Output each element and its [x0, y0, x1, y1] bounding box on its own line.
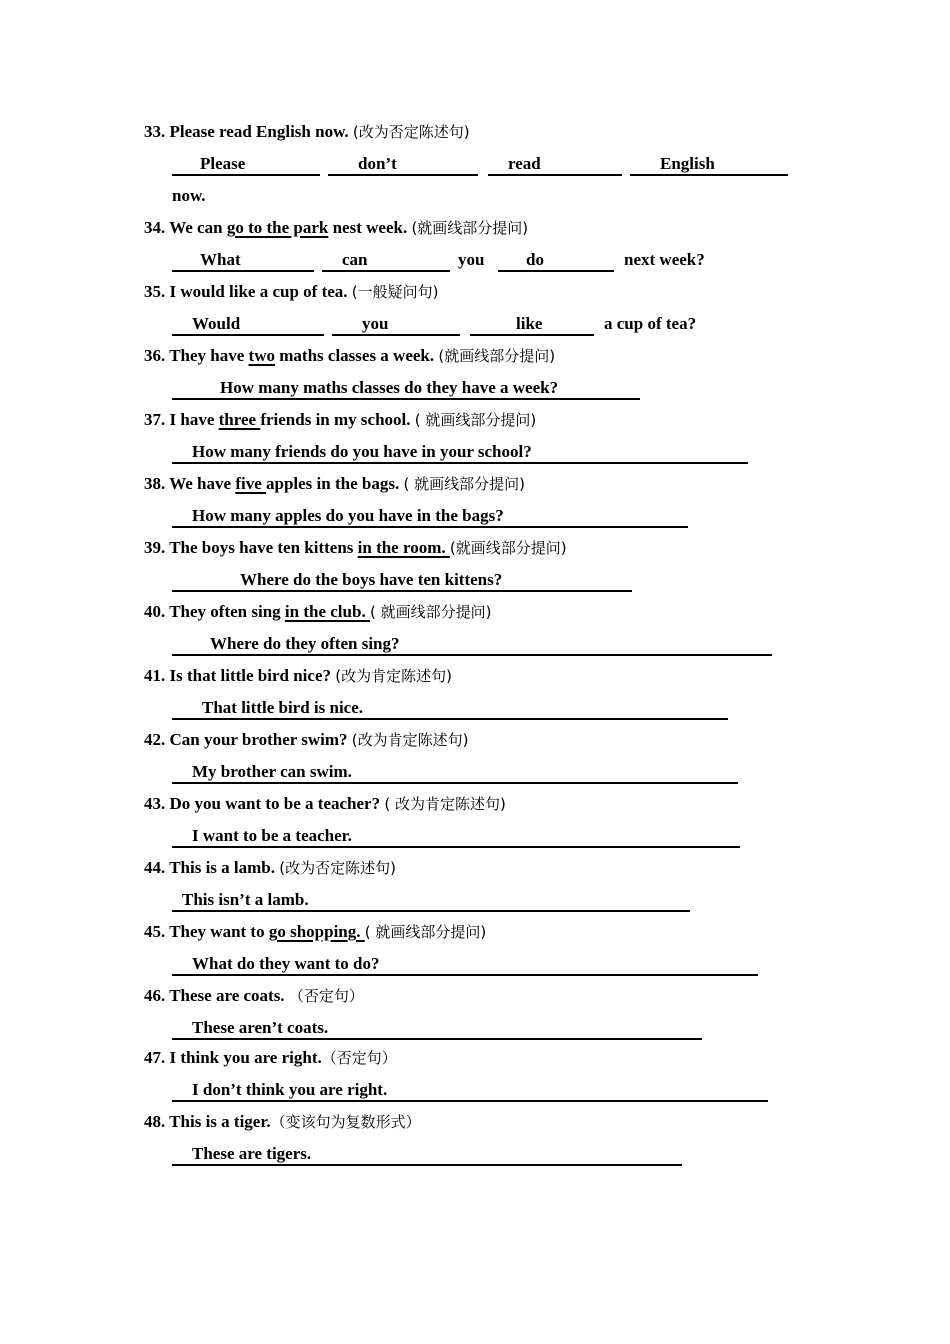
question-number: 46.	[144, 986, 170, 1005]
instruction-note: ( 就画线部分提问)	[364, 923, 487, 941]
answer-text: This isn’t a lamb.	[182, 890, 309, 909]
underlined-phrase: in the club.	[284, 602, 370, 621]
instruction-note: (改为肯定陈述句)	[351, 731, 469, 749]
underlined-phrase: five	[235, 474, 266, 493]
question-number: 39.	[144, 538, 170, 557]
question-33	[144, 122, 470, 142]
instruction-note: (改为否定陈述句)	[352, 123, 470, 141]
question-number: 44.	[144, 858, 170, 877]
question-text: I think you are right.	[169, 1048, 322, 1067]
instruction-note: (改为否定陈述句)	[279, 859, 396, 877]
question-number: 35.	[144, 282, 170, 301]
answer-line[interactable]	[172, 1144, 682, 1166]
answer-word: Please	[200, 154, 246, 173]
answer-word: like	[516, 314, 543, 333]
question-number: 33.	[144, 122, 170, 141]
question-number: 45.	[144, 922, 170, 941]
answer-blank[interactable]	[488, 154, 622, 176]
answer-blank[interactable]	[172, 314, 324, 336]
answer-text: How many friends do you have in your school?	[192, 442, 532, 461]
answer-blank[interactable]	[172, 250, 314, 272]
question-number: 42.	[144, 730, 170, 749]
answer-word: can	[342, 250, 368, 269]
answer-text: I don’t think you are right.	[192, 1080, 388, 1099]
instruction-note: ( 就画线部分提问)	[403, 475, 525, 493]
question-46	[144, 986, 364, 1006]
instruction-note: ( 改为肯定陈述句)	[384, 795, 506, 813]
question-41	[144, 666, 452, 686]
question-34	[144, 218, 528, 238]
instruction-note: (就画线部分提问)	[411, 219, 529, 237]
instruction-note: ( 就画线部分提问)	[414, 411, 537, 429]
answer-line[interactable]	[172, 698, 728, 720]
question-text: I would like a cup of tea.	[169, 282, 352, 301]
answer-text: These aren’t coats.	[192, 1018, 329, 1037]
question-number: 37.	[144, 410, 170, 429]
question-39	[144, 538, 567, 558]
answer-text: Where do the boys have ten kittens?	[240, 570, 503, 589]
answer-text: How many apples do you have in the bags?	[192, 506, 504, 525]
underlined-phrase: in the room.	[357, 538, 450, 557]
answer-word: read	[508, 154, 541, 173]
underlined-phrase: two	[248, 346, 275, 365]
question-text: maths classes a week.	[275, 346, 439, 365]
question-number: 40.	[144, 602, 170, 621]
instruction-note: (一般疑问句)	[351, 283, 439, 301]
sentence-fragment: you	[458, 250, 485, 269]
instruction-note: (改为肯定陈述句)	[335, 667, 452, 685]
answer-line[interactable]	[172, 890, 690, 912]
question-number: 48.	[144, 1112, 170, 1131]
underlined-phrase: go to the park	[226, 218, 329, 237]
answer-blank[interactable]	[332, 314, 460, 336]
answer-blank[interactable]	[498, 250, 614, 272]
answer-line[interactable]	[172, 1018, 702, 1040]
question-text: nest week.	[328, 218, 412, 237]
answer-line[interactable]	[172, 826, 740, 848]
question-number: 41.	[144, 666, 170, 685]
answer-word: you	[362, 314, 389, 333]
question-45	[144, 922, 486, 942]
question-text: friends in my school.	[260, 410, 415, 429]
instruction-note: （否定句）	[321, 1049, 397, 1067]
question-text: These are coats.	[169, 986, 289, 1005]
answer-text: Where do they often sing?	[210, 634, 400, 653]
question-text: The boys have ten kittens	[169, 538, 358, 557]
answer-word: English	[660, 154, 715, 173]
instruction-note: (就画线部分提问)	[449, 539, 567, 557]
question-38	[144, 474, 525, 494]
question-text: Can your brother swim?	[169, 730, 352, 749]
answer-text: How many maths classes do they have a week?	[220, 378, 559, 397]
question-text: This is a lamb.	[169, 858, 280, 877]
answer-blank[interactable]	[630, 154, 788, 176]
answer-word: What	[200, 250, 241, 269]
sentence-continuation: now.	[172, 186, 206, 205]
answer-blank[interactable]	[328, 154, 478, 176]
question-text: Is that little bird nice?	[169, 666, 336, 685]
instruction-note: （变该句为复数形式）	[270, 1113, 421, 1131]
question-47	[144, 1048, 397, 1068]
answer-line[interactable]	[172, 954, 758, 976]
question-text: Do you want to be a teacher?	[169, 794, 385, 813]
answer-blank[interactable]	[322, 250, 450, 272]
question-number: 47.	[144, 1048, 170, 1067]
answer-text: What do they want to do?	[192, 954, 380, 973]
instruction-note: (就画线部分提问)	[438, 347, 556, 365]
question-37	[144, 410, 536, 430]
question-number: 34.	[144, 218, 170, 237]
answer-text: My brother can swim.	[192, 762, 352, 781]
question-number: 38.	[144, 474, 170, 493]
answer-line[interactable]	[172, 634, 772, 656]
question-text: They have	[169, 346, 249, 365]
sentence-fragment: next week?	[624, 250, 705, 269]
answer-text: These are tigers.	[192, 1144, 312, 1163]
answer-word: do	[526, 250, 544, 269]
answer-line[interactable]	[172, 1080, 768, 1102]
answer-word: don’t	[358, 154, 397, 173]
answer-text: That little bird is nice.	[202, 698, 364, 717]
instruction-note: ( 就画线部分提问)	[369, 603, 492, 621]
question-text: This is a tiger.	[169, 1112, 271, 1131]
instruction-note: （否定句）	[288, 987, 364, 1005]
question-text: I have	[169, 410, 219, 429]
question-48	[144, 1112, 421, 1132]
answer-line[interactable]	[172, 762, 738, 784]
question-42	[144, 730, 469, 750]
question-36	[144, 346, 555, 366]
question-text: We have	[169, 474, 236, 493]
question-40	[144, 602, 491, 622]
question-text: apples in the bags.	[266, 474, 404, 493]
answer-line[interactable]	[172, 570, 632, 592]
question-44	[144, 858, 396, 878]
question-text: Please read English now.	[169, 122, 353, 141]
underlined-phrase: three	[218, 410, 261, 429]
question-text: We can	[169, 218, 227, 237]
sentence-fragment: a cup of tea?	[604, 314, 697, 333]
answer-blank[interactable]	[470, 314, 594, 336]
answer-blank[interactable]	[172, 154, 320, 176]
question-43	[144, 794, 506, 814]
question-text: They want to	[169, 922, 269, 941]
question-text: They often sing	[169, 602, 285, 621]
question-35	[144, 282, 439, 302]
underlined-phrase: go shopping.	[268, 922, 365, 941]
question-number: 36.	[144, 346, 170, 365]
answer-text: I want to be a teacher.	[192, 826, 352, 845]
answer-line[interactable]	[172, 442, 748, 464]
answer-word: Would	[192, 314, 241, 333]
answer-line[interactable]	[172, 506, 688, 528]
answer-line[interactable]	[172, 378, 640, 400]
question-number: 43.	[144, 794, 170, 813]
